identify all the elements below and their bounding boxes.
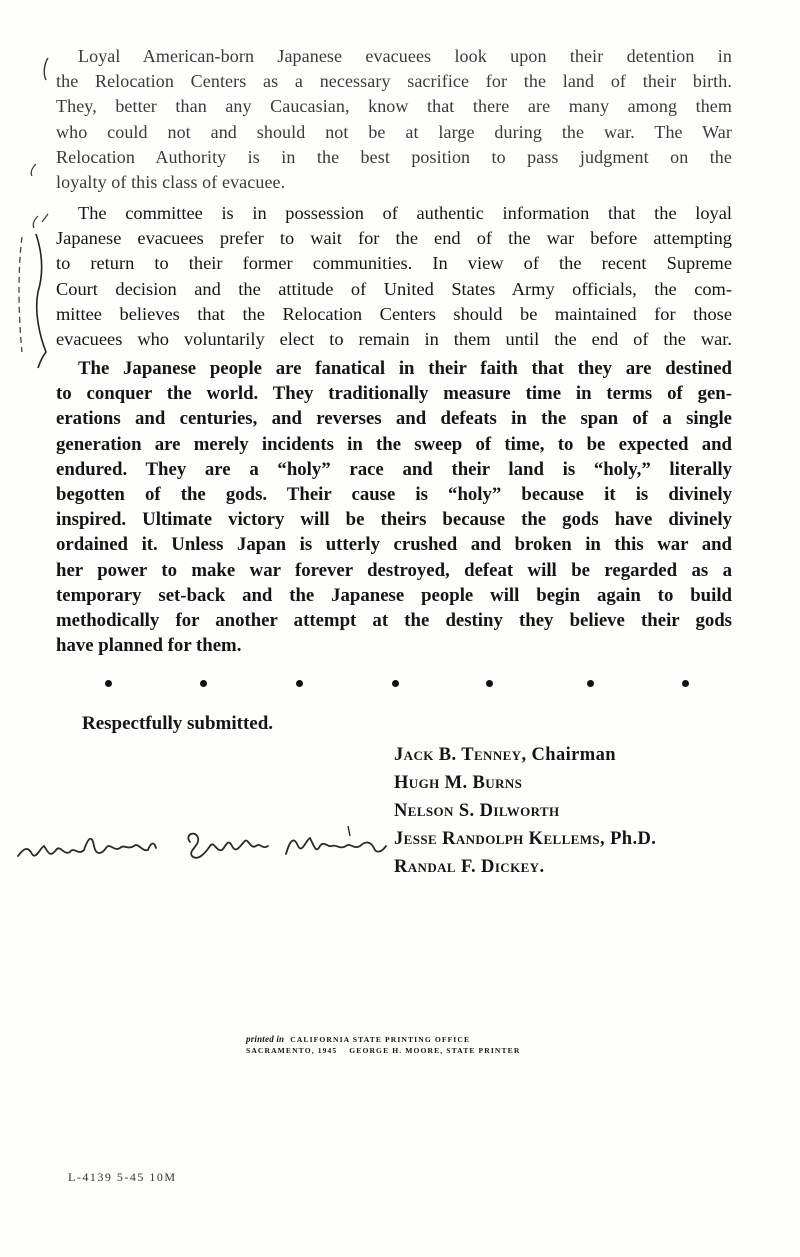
signer-name: Nelson S. Dilworth: [394, 801, 560, 821]
divider-dot: [200, 680, 207, 687]
signer-name: Jesse Randolph Kellems, Ph.D.: [394, 829, 657, 849]
paragraph-committee-information: [56, 201, 732, 352]
text-line: The committee is in possession of authentic information that the loyal: [78, 203, 732, 223]
text-line: to conquer the world. They traditionally measure time in terms of gen-: [56, 383, 732, 405]
imprint-line-1: printed in CALIFORNIA STATE PRINTING OFFICE: [246, 1034, 471, 1044]
text-line: erations and centuries, and reverses and defeats in the span of a single: [56, 408, 732, 430]
divider-dot: [486, 680, 493, 687]
divider-dot: [105, 680, 112, 687]
text-line: mittee believes that the Relocation Centers should be maintained for those: [56, 303, 732, 324]
text-line: The Japanese people are fanatical in their faith that they are destined: [78, 358, 732, 379]
text-line: her power to make war forever destroyed, defeat will be regarded as a: [56, 559, 732, 581]
text-line: methodically for another attempt at the destiny they believe their gods: [56, 610, 732, 632]
handwritten-signature: [14, 816, 404, 876]
text-line: Court decision and the attitude of United States Army officials, the com-: [56, 278, 732, 299]
signer-name: Randal F. Dickey.: [394, 857, 545, 877]
divider-dot: [392, 680, 399, 687]
printer-imprint: [246, 1034, 566, 1056]
divider-dot: [587, 680, 594, 687]
divider-dot: [296, 680, 303, 687]
text-line: ordained it. Unless Japan is utterly crushed and broken in this war and: [56, 534, 732, 556]
text-line: inspired. Ultimate victory will be theirs because the gods have divinely: [56, 509, 732, 531]
text-line: begotten of the gods. Their cause is “holy” because it is divinely: [56, 484, 732, 506]
text-line: who could not and should not be at large during the war. The War: [56, 121, 732, 142]
text-line: to return to their former communities. In view of the recent Supreme: [56, 253, 732, 274]
signer-name: Hugh M. Burns: [394, 773, 523, 793]
signer-list: [394, 741, 656, 881]
section-divider-dots: [100, 676, 700, 690]
text-line: the Relocation Centers as a necessary sacrifice for the land of their birth.: [56, 71, 732, 92]
text-line: generation are merely incidents in the sweep of time, to be expected and: [56, 433, 732, 455]
margin-bracket-mark: [10, 52, 54, 372]
text-line: loyalty of this class of evacuee.: [56, 172, 286, 193]
paragraph-japanese-people: [56, 356, 732, 658]
text-line: have planned for them.: [56, 635, 242, 657]
divider-dot: [682, 680, 689, 687]
text-line: They, better than any Caucasian, know that there are many among them: [56, 96, 732, 117]
text-line: evacuees who voluntarily elect to remain in them until the end of the war.: [56, 329, 732, 350]
paragraph-loyal-evacuees: [56, 44, 732, 195]
form-number: L-4139 5-45 10M: [68, 1170, 177, 1184]
text-line: Loyal American-born Japanese evacuees look upon their detention in: [78, 46, 732, 66]
imprint-line-2: SACRAMENTO, 1945 GEORGE H. MOORE, STATE PRINTER: [246, 1046, 521, 1055]
text-line: temporary set-back and the Japanese people will begin again to build: [56, 584, 732, 606]
text-line: endured. They are a “holy” race and their land is “holy,” literally: [56, 458, 732, 480]
text-line: Japanese evacuees prefer to wait for the end of the war before attempting: [56, 228, 732, 249]
closing-line: Respectfully submitted.: [82, 713, 274, 734]
signer-name: Jack B. Tenney, Chairman: [394, 745, 616, 765]
text-line: Relocation Authority is in the best position to pass judgment on the: [56, 146, 732, 167]
